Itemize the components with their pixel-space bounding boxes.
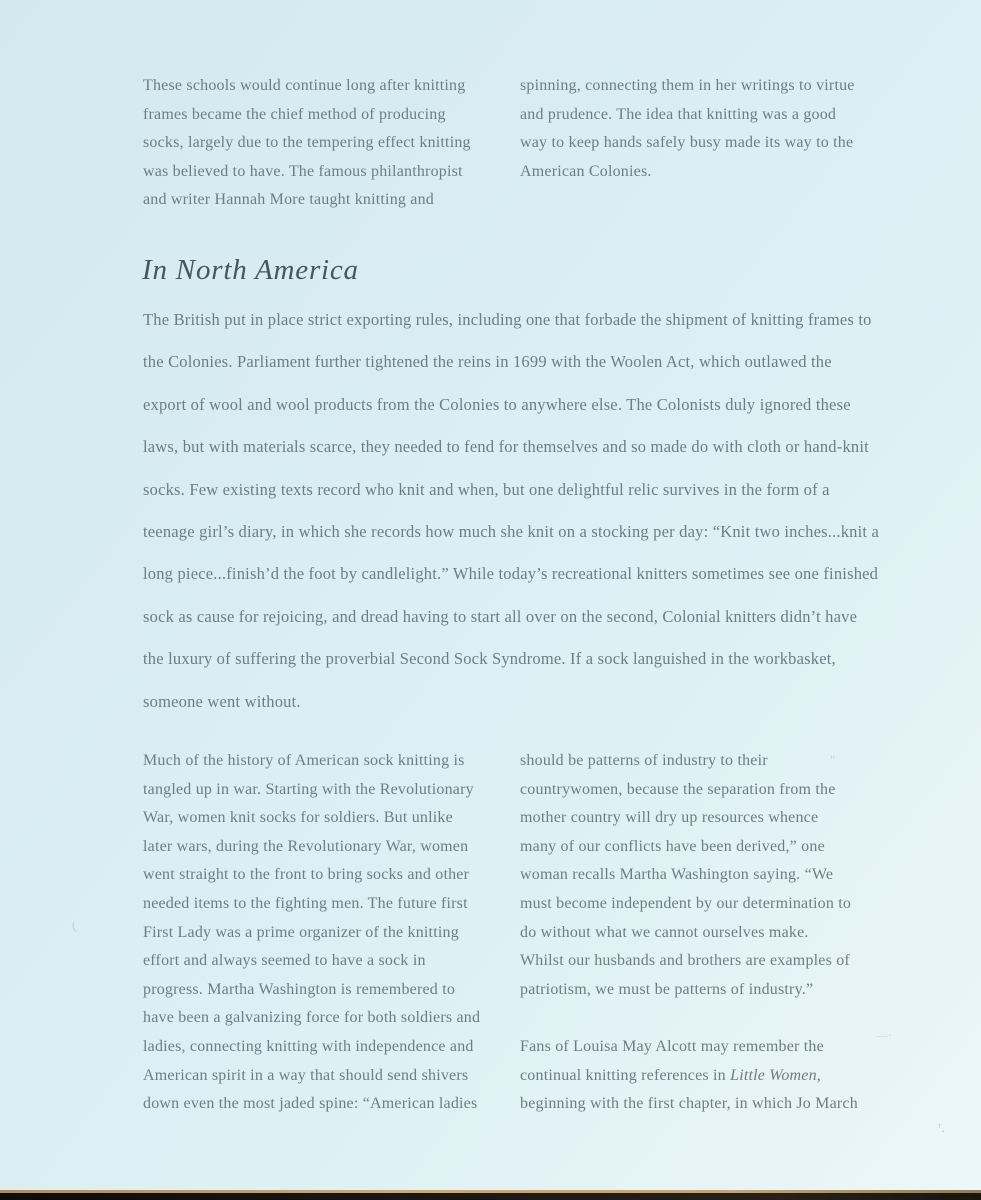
text-line: the luxury of suffering the proverbial Second Sock Syndrome. If a sock languished in the workbasket,	[143, 649, 836, 669]
text-line: and writer Hannah More taught knitting and	[143, 191, 434, 209]
text-line: American Colonies.	[520, 162, 652, 180]
text-line: went straight to the front to bring socks and other	[143, 866, 470, 884]
text-line: frames became the chief method of producing	[143, 105, 446, 123]
text-line: should be patterns of industry to their	[520, 752, 768, 769]
text-line: woman recalls Martha Washington saying. “We	[520, 866, 834, 884]
main-paragraph	[143, 299, 880, 723]
text-segment: ,	[816, 1066, 821, 1084]
scan-artifact: —·	[876, 1028, 892, 1042]
section-heading: In North America	[142, 254, 359, 286]
text-line: the Colonies. Parliament further tightened the reins in 1699 with the Woolen Act, which outlawed the	[143, 352, 832, 372]
text-line: Much of the history of American sock knitting is	[143, 752, 465, 769]
text-line: and prudence. The idea that knitting was a good	[520, 105, 837, 123]
text-line: must become independent by our determination to	[520, 894, 852, 912]
text-line: countrywomen, because the separation from the	[520, 780, 836, 798]
intro-left-column	[143, 72, 495, 215]
text-line: sock as cause for rejoicing, and dread having to start all over on the second, Colonial knitters didn’t have	[143, 606, 858, 626]
text-line: was believed to have. The famous philanthropist	[143, 162, 463, 180]
text-segment: continual knitting references in	[520, 1066, 731, 1084]
text-line	[520, 1062, 880, 1091]
text-line: many of our conflicts have been derived,” one	[520, 837, 825, 855]
book-title-italic: Little Women	[730, 1066, 817, 1084]
text-line: someone went without.	[143, 691, 301, 711]
scan-artifact: „	[830, 748, 835, 760]
text-line: export of wool and wool products from the Colonies to anywhere else. The Colonists duly ignored these	[143, 394, 851, 414]
text-line: socks, largely due to the tempering effect knitting	[143, 134, 471, 152]
war-right-column	[520, 747, 880, 1119]
text-line: tangled up in war. Starting with the Revolutionary	[143, 780, 474, 798]
text-line: These schools would continue long after knitting	[143, 77, 466, 94]
intro-right-column	[520, 72, 880, 186]
text-line: socks. Few existing texts record who knit and when, but one delightful relic survives in the form of a	[143, 479, 830, 499]
text-line: teenage girl’s diary, in which she records how much she knit on a stocking per day: “Knit two inches...knit a	[143, 522, 880, 542]
text-line: Whilst our husbands and brothers are examples of	[520, 952, 850, 970]
text-line: later wars, during the Revolutionary War, women	[143, 837, 469, 855]
text-line: patriotism, we must be patterns of industry.”	[520, 980, 814, 998]
text-line: needed items to the fighting men. The future first	[143, 894, 468, 912]
war-right-paragraph-2	[520, 1033, 880, 1119]
text-line: progress. Martha Washington is remembered to	[143, 980, 456, 998]
text-line: The British put in place strict exporting rules, including one that forbade the shipment of knitting frames to	[143, 310, 872, 329]
war-left-column	[143, 747, 495, 1119]
text-line: effort and always seemed to have a sock in	[143, 952, 426, 970]
text-line: long piece...finish’d the foot by candlelight.” While today’s recreational knitters sometimes see one finished	[143, 564, 879, 584]
text-line: spinning, connecting them in her writings to virtue	[520, 77, 855, 94]
scan-artifact: (	[70, 917, 78, 934]
text-line: laws, but with materials scarce, they needed to fend for themselves and so made do with cloth or hand-knit	[143, 437, 869, 457]
book-page-bottom-edge	[0, 1190, 981, 1200]
page-edge-dark-line	[0, 1193, 981, 1200]
text-line: First Lady was a prime organizer of the knitting	[143, 923, 459, 941]
scan-artifact: ʳ․	[936, 1120, 947, 1137]
text-line: beginning with the first chapter, in which Jo March	[520, 1095, 858, 1113]
text-line: War, women knit socks for soldiers. But unlike	[143, 809, 453, 827]
text-line: have been a galvanizing force for both soldiers and	[143, 1009, 481, 1027]
text-line: do without what we cannot ourselves make.	[520, 923, 809, 941]
text-line: way to keep hands safely busy made its way to the	[520, 134, 854, 152]
text-line: mother country will dry up resources whence	[520, 809, 819, 827]
text-line: American spirit in a way that should send shivers	[143, 1066, 469, 1084]
text-line: Fans of Louisa May Alcott may remember the	[520, 1037, 824, 1055]
text-line: down even the most jaded spine: “American ladies	[143, 1095, 478, 1113]
text-line: ladies, connecting knitting with independence and	[143, 1037, 474, 1055]
war-right-paragraph-1	[520, 747, 880, 1004]
